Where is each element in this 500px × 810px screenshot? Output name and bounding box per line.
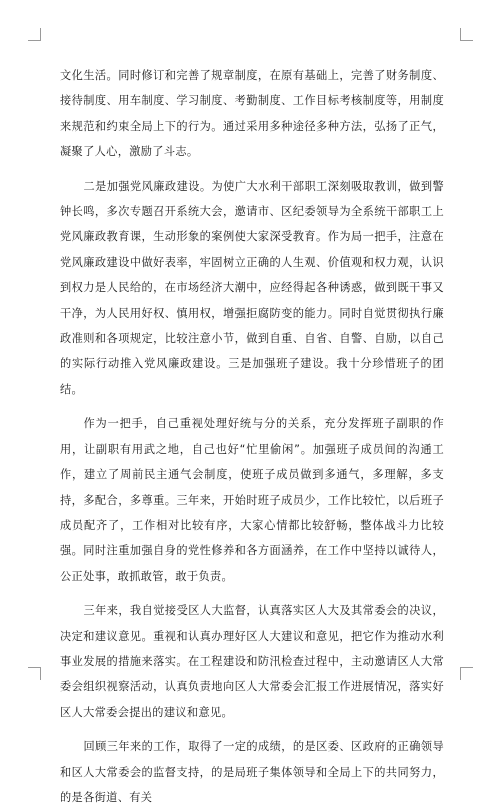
crop-mark-top-left (28, 28, 41, 41)
paragraph-5: 回顾三年来的工作，取得了一定的成绩，的是区委、区政府的正确领导和区人大常委会的监督支持，的是局班子集体领导和全局上下的共同努力，的是各街道、有关 (60, 740, 444, 804)
paragraph-2: 二是加强党风廉政建设。为使广大水利干部职工深刻吸取教训，做到警钟长鸣，多次专题召开系统大会，邀请市、区纪委领导为全系统干部职工上党风廉政教育课，生动形象的案例使大家深受教育。作为局一把手，注意在党风廉政建设中做好表率，牢固树立正确的人生观、价值观和权力观，认识到权力是人民给的，在市场经济大潮中，应经得起各种诱惑，做到既干事又干净，为人民用好权、慎用权，增强拒腐防变的能力。同时自觉贯彻执行廉政准则和各项规定，比较注意小节，做到自重、自省、自警、自励，以自己的实际行动推入党风廉政建设。三是加强班子建设。我十分珍惜班子的团结。 (60, 179, 444, 396)
paragraph-3: 作为一把手，自己重视处理好统与分的关系，充分发挥班子副职的作用，让副职有用武之地，自己也好“忙里偷闲”。加强班子成员间的沟通工作，建立了周前民主通气会制度，使班子成员做到多通气，多理解，多支持，多配合，多尊重。三年来，开始时班子成员少，工作比较忙，以后班子成员配齐了，工作相对比较有序，大家心情都比较舒畅，整体战斗力比较强。同时注重加强自身的党性修养和各方面涵养，在工作中坚持以诚待人，公正处事，敢抓敢管，敢于负责。 (60, 417, 444, 583)
crop-mark-bottom-left (28, 667, 41, 680)
paragraph-4: 三年来，我自觉接受区人大监督，认真落实区人大及其常委会的决议，决定和建议意见。重视和认真办理好区人大建议和意见，把它作为推动水利事业发展的措施来落实。在工程建设和防汛检查过程中，主动邀请区人大常委会组织视察活动，认真负责地向区人大常委会汇报工作进展情况，落实好区人大常委会提出的建议和意见。 (60, 604, 444, 719)
crop-mark-top-right (460, 28, 473, 41)
crop-mark-bottom-right (460, 667, 473, 680)
paragraph-1: 文化生活。同时修订和完善了规章制度，在原有基础上，完善了财务制度、接待制度、用车制度、学习制度、考勤制度、工作目标考核制度等，用制度来规范和约束全局上下的行为。通过采用多种途径多种方法，弘扬了正气，凝聚了人心，激励了斗志。 (60, 69, 444, 159)
document-body (60, 63, 444, 810)
